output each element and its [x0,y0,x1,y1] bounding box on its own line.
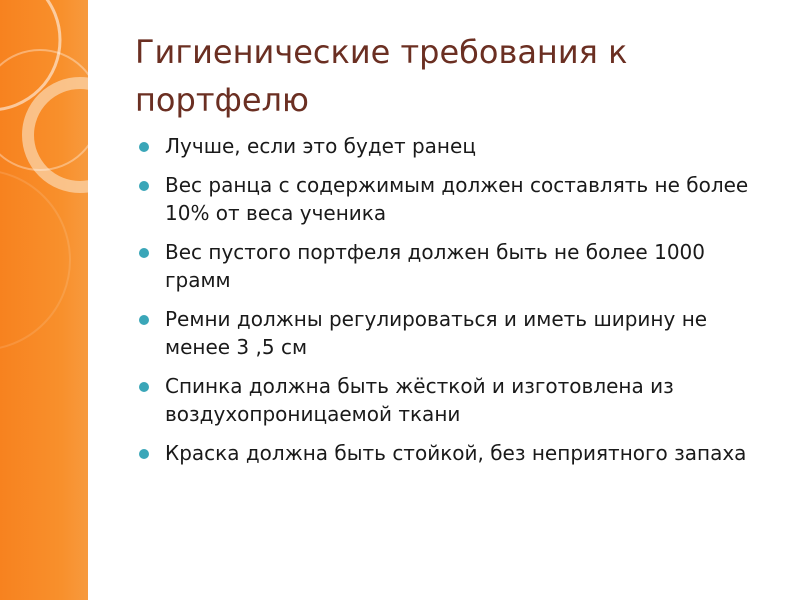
bullet-item [135,171,775,227]
bullet-item [135,238,775,294]
bullet-text: Вес ранца с содержимым должен составлять не более 10% от веса ученика [165,173,749,225]
bullet-item [135,372,775,428]
bullet-text: Спинка должна быть жёсткой и изготовлена из воздухопроницаемой ткани [165,374,674,426]
bullet-item [135,132,775,160]
bullet-dot-icon [139,248,149,258]
bullet-dot-icon [139,382,149,392]
bullet-dot-icon [139,315,149,325]
slide-title: Гигиенические требования к портфелю [135,33,628,119]
bullet-item [135,439,775,467]
bullet-item [135,305,775,361]
bullet-text: Вес пустого портфеля должен быть не более 1000 грамм [165,240,705,292]
decorative-circles [0,0,88,600]
bullet-text: Краска должна быть стойкой, без неприятного запаха [165,441,747,465]
circle-ornament-icon [0,0,88,600]
bullet-dot-icon [139,181,149,191]
bullet-dot-icon [139,449,149,459]
bullet-text: Ремни должны регулироваться и иметь ширину не менее 3 ,5 см [165,307,708,359]
bullet-text: Лучше, если это будет ранец [165,134,476,158]
bullet-dot-icon [139,142,149,152]
bullet-list [135,132,775,478]
